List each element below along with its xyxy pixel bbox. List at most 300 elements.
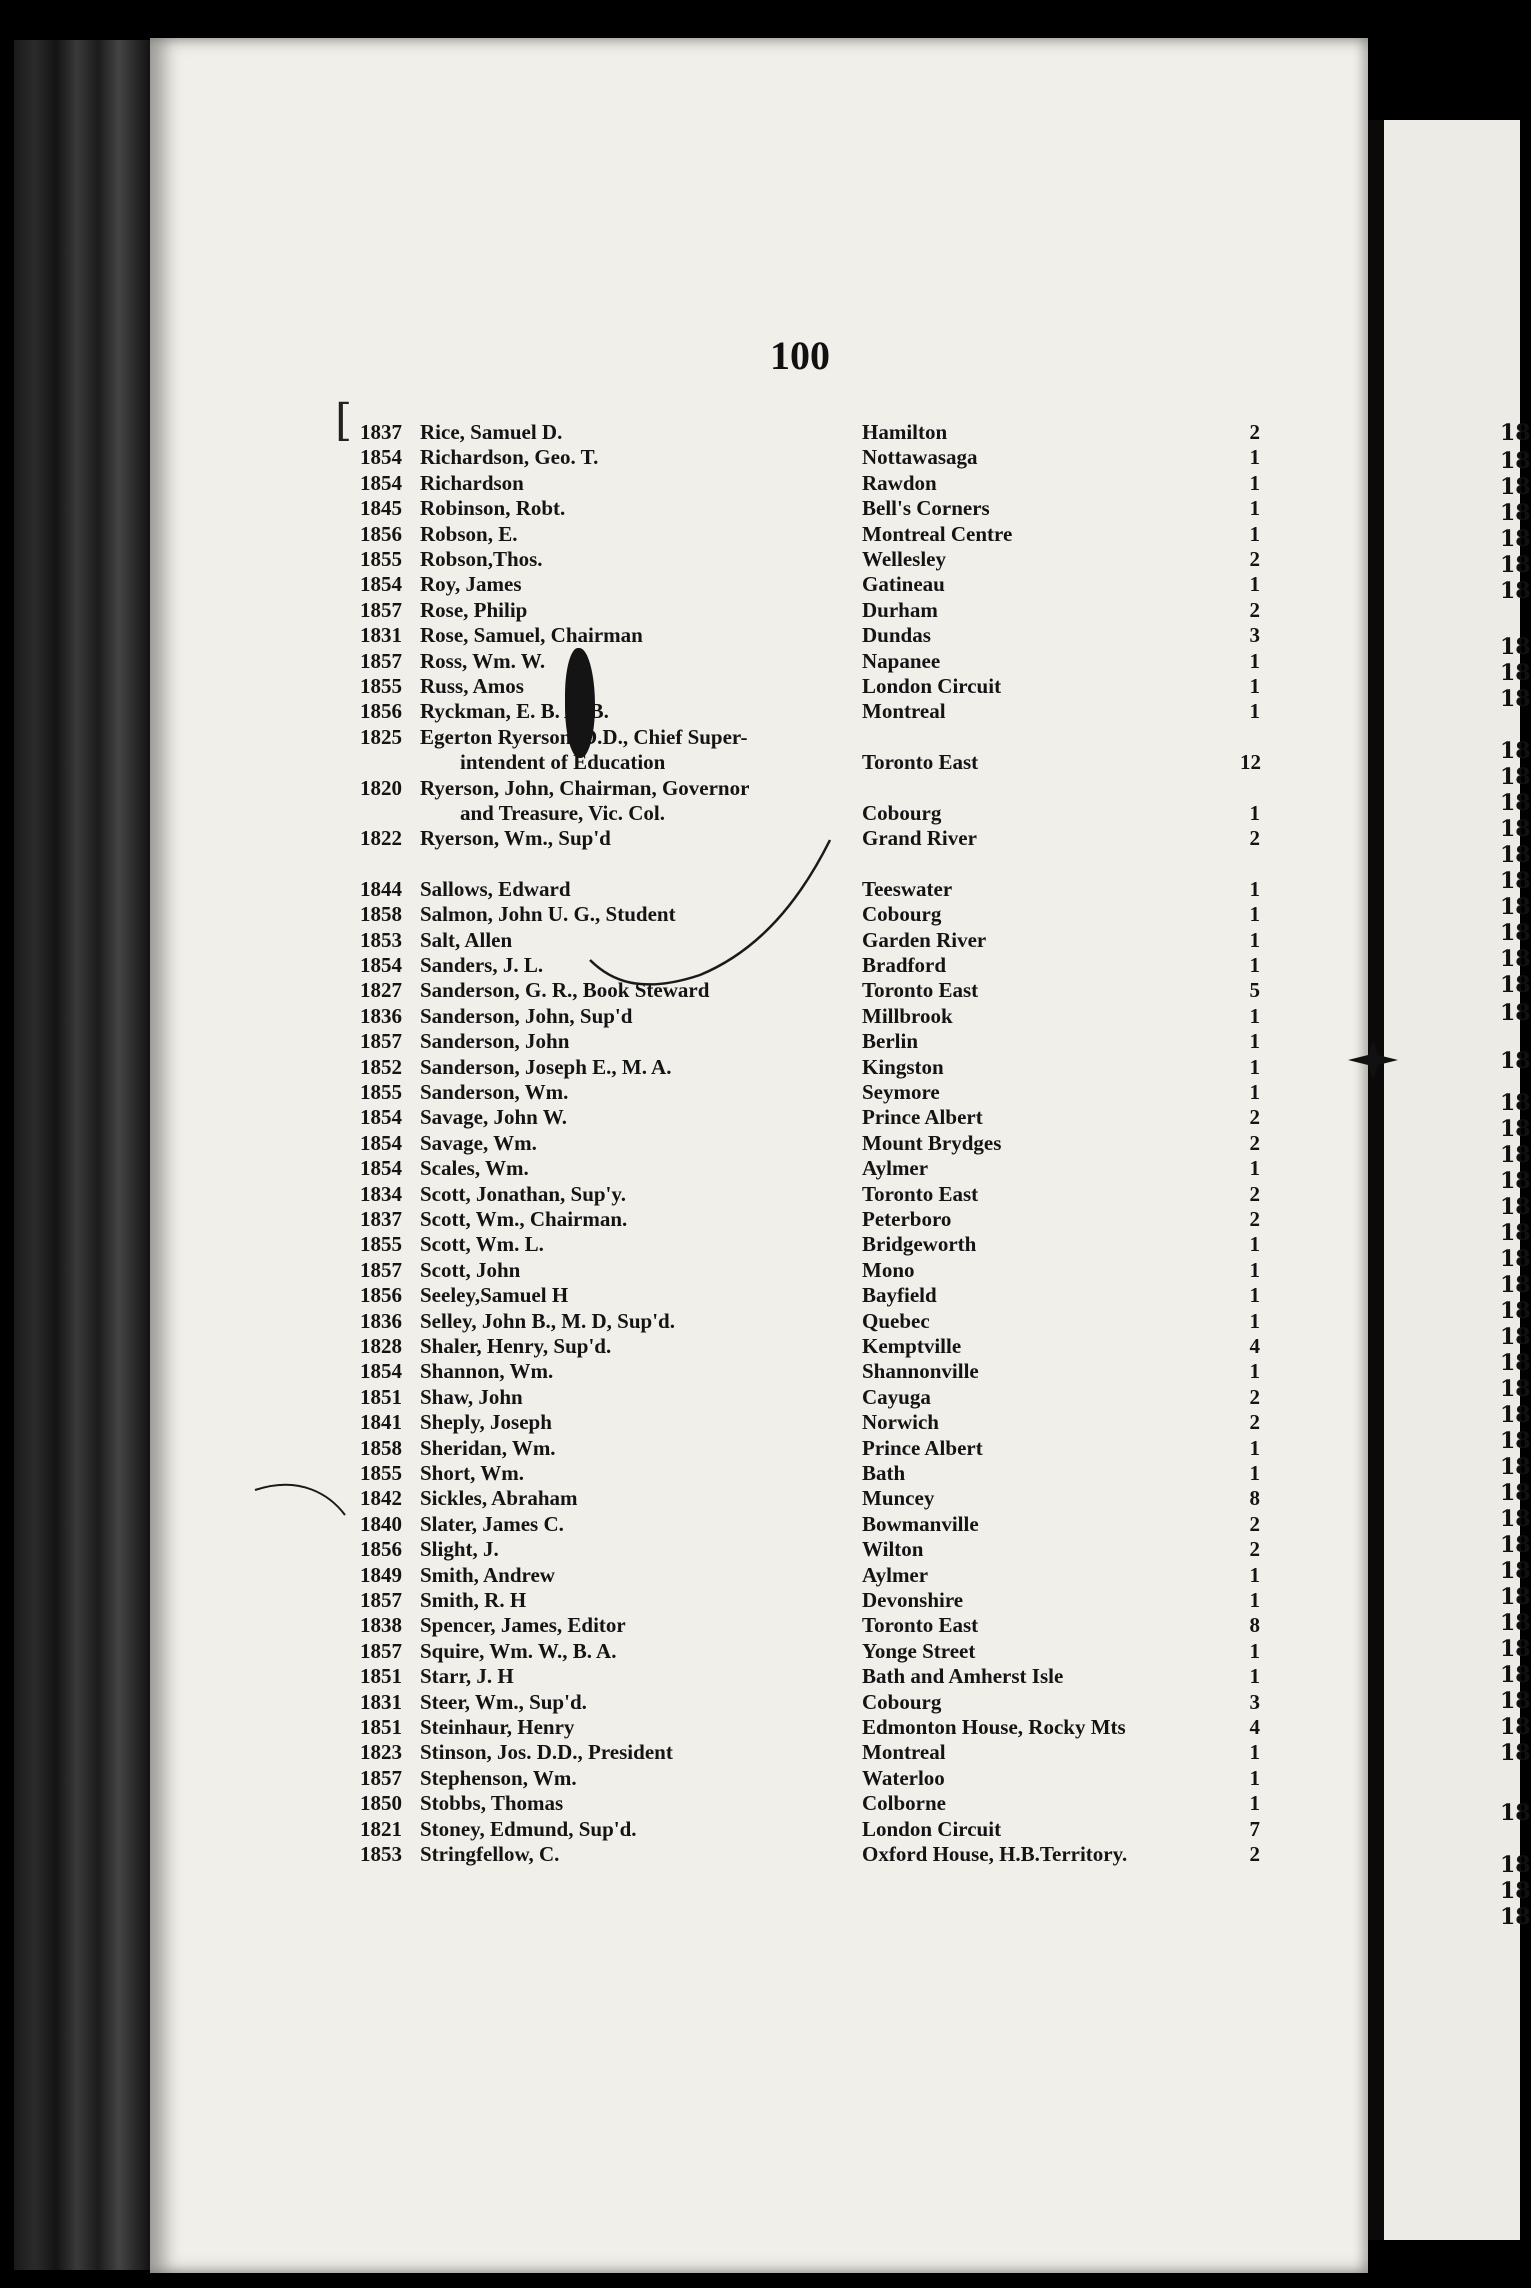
entry-name: Sheridan, Wm. bbox=[420, 1435, 556, 1460]
entry-name: Shaw, John bbox=[420, 1384, 523, 1409]
entry-place: Montreal Centre bbox=[862, 521, 1013, 546]
list-item bbox=[0, 978, 1520, 1004]
entry-place: Seymore bbox=[862, 1080, 940, 1104]
entry-place: Wilton bbox=[862, 1537, 924, 1562]
list-item bbox=[0, 649, 1520, 675]
bracket-mark: [ bbox=[335, 395, 353, 446]
entry-year: 1841 bbox=[360, 1410, 402, 1435]
entry-name: Stinson, Jos. D.D., President bbox=[420, 1740, 673, 1765]
entry-name: Spencer, James, Editor bbox=[420, 1613, 626, 1638]
entry-year: 1850 bbox=[360, 1791, 402, 1816]
entry-year: 1838 bbox=[360, 1613, 402, 1638]
entry-name: Sanderson, John bbox=[420, 1029, 570, 1054]
entry-place: Millbrook bbox=[862, 1003, 953, 1028]
entry-name: Short, Wm. bbox=[420, 1461, 525, 1485]
facing-page-fragment: 18 bbox=[1500, 1506, 1531, 1532]
entry-place: Quebec bbox=[862, 1308, 930, 1333]
entry-name: Sanderson, John, Sup'd bbox=[420, 1003, 633, 1028]
entry-count: 1 bbox=[1249, 496, 1260, 521]
entry-count: 2 bbox=[1249, 1842, 1260, 1866]
entry-name: Ryckman, E. B. A. B. bbox=[420, 699, 609, 724]
entry-name: Savage, John W. bbox=[420, 1105, 568, 1130]
entry-count: 7 bbox=[1249, 1816, 1260, 1841]
facing-page-fragment: 18 bbox=[1500, 1428, 1531, 1454]
list-item bbox=[0, 953, 1520, 979]
entry-name: Seeley,Samuel H bbox=[420, 1283, 569, 1308]
entry-year: 1831 bbox=[360, 1689, 402, 1714]
entry-year: 1854 bbox=[360, 1105, 402, 1130]
entry-year: 1855 bbox=[360, 1461, 402, 1485]
list-item bbox=[0, 1436, 1520, 1462]
entry-count: 1 bbox=[1249, 572, 1260, 597]
list-item bbox=[0, 1309, 1520, 1335]
entry-count: 1 bbox=[1249, 1359, 1260, 1384]
facing-page-fragment: 18 bbox=[1500, 1142, 1531, 1168]
list-item bbox=[0, 1842, 1520, 1868]
entry-count: 1 bbox=[1249, 1080, 1260, 1104]
entry-count: 1 bbox=[1249, 521, 1260, 546]
list-item bbox=[0, 1537, 1520, 1563]
entry-name: Rose, Philip bbox=[420, 597, 528, 622]
facing-page-fragment: 18 bbox=[1500, 1048, 1531, 1074]
entry-count: 1 bbox=[1249, 648, 1260, 673]
entry-name: Savage, Wm. bbox=[420, 1130, 537, 1155]
entry-name: Sallows, Edward bbox=[420, 876, 571, 901]
entry-place: Montreal bbox=[862, 699, 946, 724]
entry-place: Toronto East bbox=[862, 750, 979, 775]
entry-count: 2 bbox=[1249, 1384, 1260, 1409]
list-item bbox=[0, 623, 1520, 649]
entry-name: Selley, John B., M. D, Sup'd. bbox=[420, 1308, 675, 1333]
list-item bbox=[0, 928, 1520, 954]
entry-count: 1 bbox=[1249, 801, 1260, 825]
entry-year: 1854 bbox=[360, 445, 402, 470]
entry-name: Ryerson, John, Chairman, Governor bbox=[420, 775, 750, 800]
entry-place: Hamilton bbox=[862, 420, 948, 444]
entry-year: 1856 bbox=[360, 1537, 402, 1562]
list-item bbox=[0, 1588, 1520, 1614]
entry-count: 5 bbox=[1249, 978, 1260, 1003]
entry-year: 1854 bbox=[360, 1156, 402, 1181]
entry-name: Sanders, J. L. bbox=[420, 953, 544, 977]
entry-year: 1849 bbox=[360, 1562, 402, 1587]
facing-page-fragment: 18 bbox=[1500, 842, 1531, 868]
entry-count: 2 bbox=[1249, 1410, 1260, 1435]
list-item bbox=[0, 902, 1520, 928]
entry-count: 2 bbox=[1249, 597, 1260, 622]
entry-name: Rice, Samuel D. bbox=[420, 420, 563, 444]
entry-count: 3 bbox=[1249, 623, 1260, 648]
facing-page-fragment: 18 bbox=[1500, 1480, 1531, 1506]
entry-year: 1834 bbox=[360, 1181, 402, 1206]
entry-name: Salmon, John U. G., Student bbox=[420, 902, 676, 927]
entry-place: Berlin bbox=[862, 1029, 918, 1054]
entry-count: 1 bbox=[1249, 1765, 1260, 1790]
facing-page-fragment: 18 bbox=[1500, 1272, 1531, 1298]
entry-year: 1844 bbox=[360, 876, 402, 901]
entry-count: 1 bbox=[1249, 1257, 1260, 1282]
entry-year: 1820 bbox=[360, 775, 402, 800]
entry-year: 1855 bbox=[360, 1232, 402, 1257]
facing-page-fragment: 18 bbox=[1500, 1194, 1531, 1220]
entry-count: 1 bbox=[1249, 953, 1260, 977]
list-item bbox=[0, 801, 1520, 827]
facing-page-fragment: 18 bbox=[1500, 1558, 1531, 1584]
entry-name: Smith, Andrew bbox=[420, 1562, 555, 1587]
list-item bbox=[0, 1791, 1520, 1817]
entry-year: 1858 bbox=[360, 1435, 402, 1460]
entry-place: Garden River bbox=[862, 927, 987, 952]
entry-place: Bridgeworth bbox=[862, 1232, 977, 1257]
entry-year: 1857 bbox=[360, 1588, 402, 1612]
entry-name: Ross, Wm. W. bbox=[420, 648, 546, 673]
facing-page-fragment: 18 bbox=[1500, 1662, 1531, 1688]
entry-name: Scott, John bbox=[420, 1257, 521, 1282]
entry-year: 1854 bbox=[360, 470, 402, 495]
facing-page-fragment: 18 bbox=[1500, 1584, 1531, 1610]
entry-year: 1822 bbox=[360, 826, 402, 851]
facing-page-fragment: 18 bbox=[1500, 1610, 1531, 1636]
facing-page-fragment: 18 bbox=[1500, 920, 1531, 946]
entry-place: London Circuit bbox=[862, 674, 1002, 698]
list-item bbox=[0, 1613, 1520, 1639]
entry-name: Egerton Ryerson, D.D., Chief Super- bbox=[420, 724, 748, 749]
entry-year: 1840 bbox=[360, 1511, 402, 1536]
facing-page-fragment: 18 bbox=[1500, 764, 1531, 790]
entry-name: Scott, Wm., Chairman. bbox=[420, 1207, 628, 1231]
entry-year: 1855 bbox=[360, 674, 402, 698]
entry-name: Russ, Amos bbox=[420, 674, 524, 698]
entry-place: Prince Albert bbox=[862, 1105, 983, 1130]
list-item bbox=[0, 1664, 1520, 1690]
facing-page-fragment: 18 bbox=[1500, 1402, 1531, 1428]
facing-page-fragment: 18 bbox=[1500, 1454, 1531, 1480]
entry-place: Grand River bbox=[862, 826, 977, 851]
list-item bbox=[0, 1156, 1520, 1182]
entry-year: 1836 bbox=[360, 1003, 402, 1028]
entry-name: Robson, E. bbox=[420, 521, 518, 546]
entry-name: Sickles, Abraham bbox=[420, 1486, 578, 1511]
facing-page-fragment: 18 bbox=[1500, 686, 1531, 712]
entry-year: 1831 bbox=[360, 623, 402, 648]
facing-page-fragment: 18 bbox=[1500, 1000, 1531, 1026]
entry-place: Devonshire bbox=[862, 1588, 964, 1612]
entry-place: Bradford bbox=[862, 953, 946, 977]
facing-page-fragment: 18 bbox=[1500, 972, 1531, 998]
entry-place: Bath and Amherst Isle bbox=[862, 1664, 1064, 1689]
entry-place: Gatineau bbox=[862, 572, 945, 597]
facing-page-fragment: 18 bbox=[1500, 660, 1531, 686]
facing-page-fragment: 18 bbox=[1500, 1246, 1531, 1272]
entry-name-continued: and Treasure, Vic. Col. bbox=[460, 801, 665, 825]
entry-count: 1 bbox=[1249, 1156, 1260, 1181]
entry-count: 2 bbox=[1249, 826, 1260, 851]
facing-page-fragment: 18 bbox=[1500, 1688, 1531, 1714]
entry-name: Rose, Samuel, Chairman bbox=[420, 623, 643, 648]
entry-name: Slight, J. bbox=[420, 1537, 499, 1562]
list-item bbox=[0, 1563, 1520, 1589]
facing-page-fragment: 18 bbox=[1500, 1852, 1531, 1878]
facing-page-fragment: 18 bbox=[1500, 1090, 1531, 1116]
entry-place: London Circuit bbox=[862, 1816, 1002, 1841]
list-item bbox=[0, 1639, 1520, 1665]
list-item bbox=[0, 877, 1520, 903]
entry-place: Peterboro bbox=[862, 1207, 952, 1231]
facing-page-fragment: 18 bbox=[1500, 1904, 1531, 1930]
entry-year: 1827 bbox=[360, 978, 402, 1003]
list-item bbox=[0, 1766, 1520, 1792]
entry-count: 2 bbox=[1249, 1537, 1260, 1562]
facing-page-fragment: 18 bbox=[1500, 634, 1531, 660]
entry-year: 1842 bbox=[360, 1486, 402, 1511]
facing-page-fragment: 18 bbox=[1500, 816, 1531, 842]
entry-count: 1 bbox=[1249, 1308, 1260, 1333]
entry-place: Mono bbox=[862, 1257, 915, 1282]
entry-place: Colborne bbox=[862, 1791, 946, 1816]
facing-page-fragment: 18 bbox=[1500, 1220, 1531, 1246]
entry-year: 1854 bbox=[360, 953, 402, 977]
list-item bbox=[0, 1410, 1520, 1436]
list-item bbox=[0, 1080, 1520, 1106]
entry-count: 1 bbox=[1249, 1054, 1260, 1079]
entry-place: Wellesley bbox=[862, 547, 946, 571]
entry-place: Teeswater bbox=[862, 876, 953, 901]
list-item bbox=[0, 1004, 1520, 1030]
list-item bbox=[0, 471, 1520, 497]
entry-name: Richardson, Geo. T. bbox=[420, 445, 599, 470]
facing-page-fragment: 18 bbox=[1500, 1168, 1531, 1194]
entry-name: Sanderson, Wm. bbox=[420, 1080, 569, 1104]
entry-count: 1 bbox=[1249, 927, 1260, 952]
facing-page-fragment: 18 bbox=[1500, 790, 1531, 816]
entry-year: 1857 bbox=[360, 1638, 402, 1663]
entry-count: 1 bbox=[1249, 1740, 1260, 1765]
entry-place: Yonge Street bbox=[862, 1638, 976, 1663]
list-item bbox=[0, 598, 1520, 624]
entry-count: 1 bbox=[1249, 1791, 1260, 1816]
facing-page-fragment: 18 bbox=[1500, 1324, 1531, 1350]
facing-page-fragment: 18 bbox=[1500, 1298, 1531, 1324]
list-item bbox=[0, 674, 1520, 700]
entry-count: 2 bbox=[1249, 547, 1260, 571]
entry-count: 3 bbox=[1249, 1689, 1260, 1714]
list-item bbox=[0, 1055, 1520, 1081]
entry-place: Muncey bbox=[862, 1486, 935, 1511]
entry-year: 1851 bbox=[360, 1384, 402, 1409]
entry-place: Prince Albert bbox=[862, 1435, 983, 1460]
facing-page-fragment: 18 bbox=[1500, 1800, 1531, 1826]
entry-place: Aylmer bbox=[862, 1156, 929, 1181]
entry-name: Stobbs, Thomas bbox=[420, 1791, 564, 1816]
entry-count: 4 bbox=[1249, 1715, 1260, 1739]
entry-name: Scott, Wm. L. bbox=[420, 1232, 544, 1257]
entry-count: 8 bbox=[1249, 1486, 1260, 1511]
facing-page-fragment: 18 bbox=[1500, 1740, 1531, 1766]
entry-count: 1 bbox=[1249, 876, 1260, 901]
entry-count: 1 bbox=[1249, 1562, 1260, 1587]
entry-count: 2 bbox=[1249, 1207, 1260, 1231]
list-item bbox=[0, 699, 1520, 725]
entry-name: Smith, R. H bbox=[420, 1588, 527, 1612]
entry-count: 1 bbox=[1249, 902, 1260, 927]
entry-place: Edmonton House, Rocky Mts bbox=[862, 1715, 1126, 1739]
entry-place: Toronto East bbox=[862, 1181, 979, 1206]
entry-year: 1853 bbox=[360, 927, 402, 952]
list-item bbox=[0, 1715, 1520, 1741]
entry-name-continued: intendent of Education bbox=[460, 750, 666, 775]
entry-year: 1854 bbox=[360, 1130, 402, 1155]
entry-place: Shannonville bbox=[862, 1359, 979, 1384]
list-item bbox=[0, 1512, 1520, 1538]
entry-name: Steer, Wm., Sup'd. bbox=[420, 1689, 587, 1714]
entry-place: Norwich bbox=[862, 1410, 939, 1435]
entry-place: Durham bbox=[862, 597, 938, 622]
entry-year: 1828 bbox=[360, 1334, 402, 1358]
entry-count: 4 bbox=[1249, 1334, 1260, 1358]
list-item bbox=[0, 1690, 1520, 1716]
list-item bbox=[0, 1182, 1520, 1208]
facing-page-fragment: 18 bbox=[1500, 1714, 1531, 1740]
entry-count: 1 bbox=[1249, 445, 1260, 470]
facing-page-fragment: 18 bbox=[1500, 526, 1531, 552]
entry-name: Slater, James C. bbox=[420, 1511, 564, 1536]
list-item bbox=[0, 1258, 1520, 1284]
entry-year: 1857 bbox=[360, 597, 402, 622]
entry-name: Shaler, Henry, Sup'd. bbox=[420, 1334, 612, 1358]
entry-count: 1 bbox=[1249, 470, 1260, 495]
list-item bbox=[0, 776, 1520, 802]
entry-count: 2 bbox=[1249, 1511, 1260, 1536]
list-item bbox=[0, 547, 1520, 573]
entry-count: 1 bbox=[1249, 1283, 1260, 1308]
facing-page-fragment: 18 bbox=[1500, 474, 1531, 500]
entry-name: Starr, J. H bbox=[420, 1664, 514, 1689]
entry-place: Toronto East bbox=[862, 1613, 979, 1638]
entry-place: Waterloo bbox=[862, 1765, 945, 1790]
entry-place: Nottawasaga bbox=[862, 445, 978, 470]
list-item bbox=[0, 1486, 1520, 1512]
list-item bbox=[0, 1232, 1520, 1258]
entry-year: 1858 bbox=[360, 902, 402, 927]
entry-place: Toronto East bbox=[862, 978, 979, 1003]
entry-name: Salt, Allen bbox=[420, 927, 513, 952]
list-item bbox=[0, 1385, 1520, 1411]
entry-year: 1857 bbox=[360, 1257, 402, 1282]
list-item bbox=[0, 1207, 1520, 1233]
list-item bbox=[0, 496, 1520, 522]
entry-place: Cobourg bbox=[862, 801, 942, 825]
entry-name: Scott, Jonathan, Sup'y. bbox=[420, 1181, 626, 1206]
entry-year: 1854 bbox=[360, 572, 402, 597]
entry-year: 1837 bbox=[360, 1207, 402, 1231]
entry-count: 1 bbox=[1249, 1003, 1260, 1028]
entry-place: Mount Brydges bbox=[862, 1130, 1002, 1155]
facing-page-fragment: 18 bbox=[1500, 578, 1531, 604]
list-item bbox=[0, 1359, 1520, 1385]
list-item bbox=[0, 1740, 1520, 1766]
entry-year: 1836 bbox=[360, 1308, 402, 1333]
entry-count: 2 bbox=[1249, 1181, 1260, 1206]
entry-place: Cobourg bbox=[862, 902, 942, 927]
entry-year: 1857 bbox=[360, 1029, 402, 1054]
list-item bbox=[0, 572, 1520, 598]
entry-count: 1 bbox=[1249, 699, 1260, 724]
facing-page-fragment: 18 bbox=[1500, 1116, 1531, 1142]
entry-year: 1857 bbox=[360, 1765, 402, 1790]
list-item bbox=[0, 826, 1520, 852]
entry-place: Oxford House, H.B.Territory. bbox=[862, 1842, 1128, 1866]
entry-name: Scales, Wm. bbox=[420, 1156, 529, 1181]
list-item bbox=[0, 1029, 1520, 1055]
entry-count: 1 bbox=[1249, 1588, 1260, 1612]
entry-year: 1851 bbox=[360, 1664, 402, 1689]
entry-year: 1856 bbox=[360, 521, 402, 546]
list-item bbox=[0, 1461, 1520, 1487]
entry-count: 1 bbox=[1249, 1435, 1260, 1460]
entry-name: Steinhaur, Henry bbox=[420, 1715, 575, 1739]
list-item bbox=[0, 1283, 1520, 1309]
entry-year: 1856 bbox=[360, 699, 402, 724]
entry-year: 1854 bbox=[360, 1359, 402, 1384]
page-number: 100 bbox=[770, 333, 830, 378]
entry-name: Stringfellow, C. bbox=[420, 1842, 560, 1866]
entry-name: Ryerson, Wm., Sup'd bbox=[420, 826, 611, 851]
entry-name: Sanderson, G. R., Book Steward bbox=[420, 978, 710, 1003]
entry-place: Cobourg bbox=[862, 1689, 942, 1714]
entry-year: 1857 bbox=[360, 648, 402, 673]
entry-year: 1851 bbox=[360, 1715, 402, 1739]
entry-place: Aylmer bbox=[862, 1562, 929, 1587]
list-item bbox=[0, 522, 1520, 548]
list-item bbox=[0, 1131, 1520, 1157]
entry-year: 1825 bbox=[360, 724, 402, 749]
entry-place: Bell's Corners bbox=[862, 496, 990, 521]
entry-year: 1855 bbox=[360, 547, 402, 571]
entry-name: Stoney, Edmund, Sup'd. bbox=[420, 1816, 637, 1841]
entry-count: 2 bbox=[1249, 1105, 1260, 1130]
list-item bbox=[0, 420, 1520, 446]
entry-year: 1821 bbox=[360, 1816, 402, 1841]
entry-name: Roy, James bbox=[420, 572, 522, 597]
list-item bbox=[0, 1105, 1520, 1131]
entry-count: 1 bbox=[1249, 674, 1260, 698]
entry-count: 2 bbox=[1249, 1130, 1260, 1155]
entry-place: Montreal bbox=[862, 1740, 946, 1765]
list-item bbox=[0, 1817, 1520, 1843]
facing-page-fragment: 18 bbox=[1500, 894, 1531, 920]
entry-year: 1837 bbox=[360, 420, 402, 444]
list-item bbox=[0, 725, 1520, 751]
entry-year: 1823 bbox=[360, 1740, 402, 1765]
facing-page-fragment: 18 bbox=[1500, 1376, 1531, 1402]
entry-place: Cayuga bbox=[862, 1384, 931, 1409]
entry-name: Robson,Thos. bbox=[420, 547, 543, 571]
entry-name: Shannon, Wm. bbox=[420, 1359, 554, 1384]
entry-count: 1 bbox=[1249, 1638, 1260, 1663]
entry-year: 1845 bbox=[360, 496, 402, 521]
entry-year: 1852 bbox=[360, 1054, 402, 1079]
entry-year: 1856 bbox=[360, 1283, 402, 1308]
facing-page-fragment: 18 bbox=[1500, 552, 1531, 578]
facing-page-fragment: 18 bbox=[1500, 946, 1531, 972]
facing-page-fragment: 18 bbox=[1500, 1350, 1531, 1376]
entry-name: Squire, Wm. W., B. A. bbox=[420, 1638, 617, 1663]
entry-count: 1 bbox=[1249, 1664, 1260, 1689]
entry-name: Robinson, Robt. bbox=[420, 496, 566, 521]
facing-page-fragment: 18 bbox=[1500, 738, 1531, 764]
list-item bbox=[0, 445, 1520, 471]
facing-page-fragment: 18 bbox=[1500, 1878, 1531, 1904]
